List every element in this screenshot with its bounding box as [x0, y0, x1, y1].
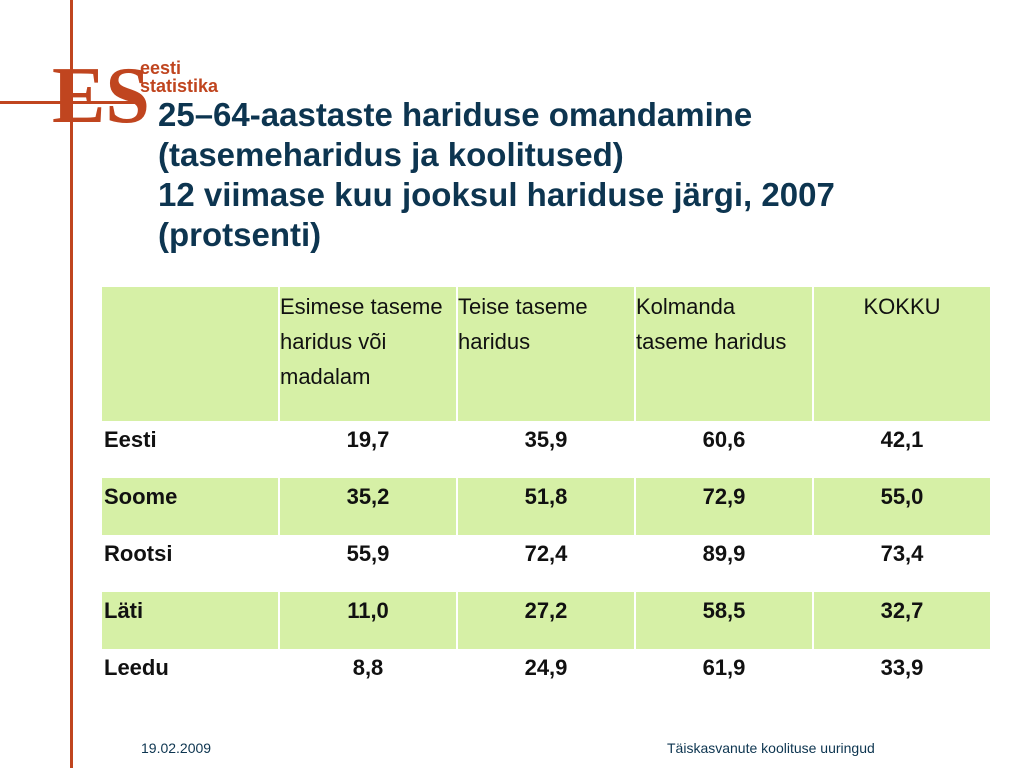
footer-date: 19.02.2009: [141, 740, 212, 756]
footer-source: Täiskasvanute koolituse uuringud: [667, 740, 875, 756]
cell-value: 35,9: [524, 427, 568, 452]
cell-value: 51,8: [458, 478, 634, 535]
cell-value: 89,9: [702, 541, 746, 566]
row-label: Läti: [102, 592, 278, 649]
cell-value: 73,4: [880, 541, 924, 566]
cell-value: 58,5: [636, 592, 812, 649]
cell-value: 27,2: [458, 592, 634, 649]
header-total: KOKKU: [814, 287, 990, 421]
cell-value: 24,9: [524, 655, 568, 680]
header-first-level: Esimese taseme haridus või madalam: [280, 287, 456, 421]
cell-value: 35,2: [280, 478, 456, 535]
title-line: 12 viimase kuu jooksul hariduse järgi, 2007: [158, 176, 835, 213]
row-label: Rootsi: [104, 541, 173, 566]
cell-value: 32,7: [814, 592, 990, 649]
cell-value: 55,0: [814, 478, 990, 535]
title-line: (tasemeharidus ja koolitused): [158, 136, 624, 173]
row-label: Leedu: [104, 655, 169, 680]
table-row: [102, 478, 990, 535]
cell-value: 19,7: [346, 427, 390, 452]
header-second-level: Teise taseme haridus: [458, 287, 634, 421]
title-line: 25–64-aastaste hariduse omandamine: [158, 96, 753, 133]
cell-value: 11,0: [280, 592, 456, 649]
cell-value: 33,9: [880, 655, 924, 680]
table-row: [102, 592, 990, 649]
education-table: [100, 287, 992, 706]
header-third-level: Kolmanda taseme haridus: [636, 287, 812, 421]
cell-value: 72,4: [524, 541, 568, 566]
cell-value: 72,9: [636, 478, 812, 535]
page-title: [158, 95, 1008, 255]
row-label: Eesti: [104, 427, 157, 452]
cell-value: 61,9: [702, 655, 746, 680]
cell-value: 8,8: [352, 655, 384, 680]
table-row: [102, 421, 990, 478]
cell-value: 42,1: [880, 427, 924, 452]
cell-value: 55,9: [346, 541, 390, 566]
title-line: (protsenti): [158, 216, 322, 253]
table-header-row: [102, 287, 990, 421]
logo-mark: ES: [52, 52, 150, 130]
logo-text-line2: statistika: [140, 76, 219, 96]
logo-text-line1: eesti: [140, 58, 182, 78]
cell-value: 60,6: [702, 427, 746, 452]
row-label: Soome: [102, 478, 278, 535]
table-row: [102, 649, 990, 706]
table-row: [102, 535, 990, 592]
header-empty: [102, 287, 278, 421]
